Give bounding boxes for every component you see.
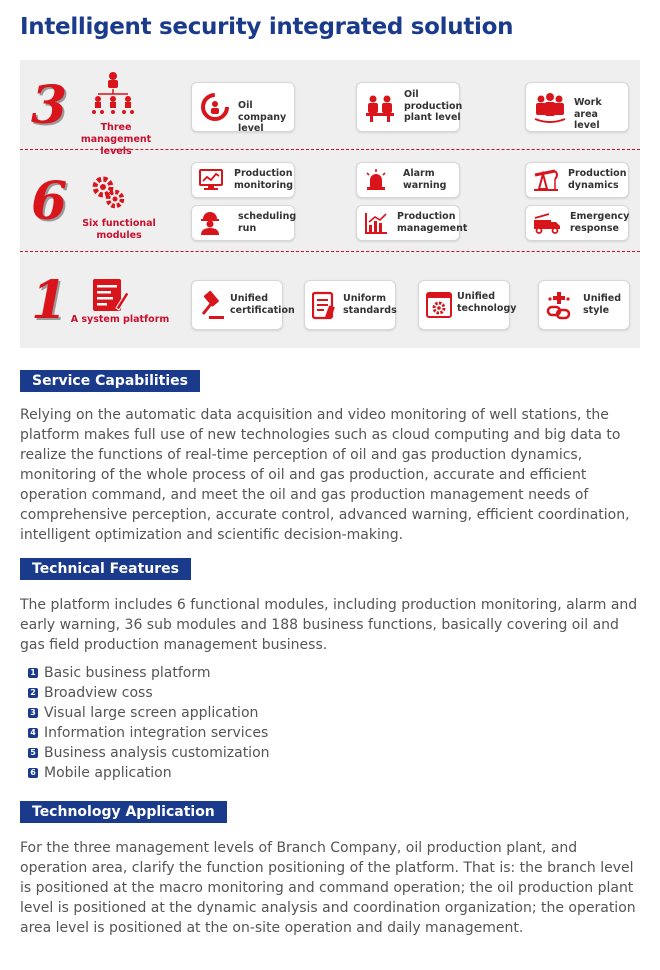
technology-application-text: For the three management levels of Branch Company, oil production plant, and operation area, clarify the function positioning of the platform. That is: the branch level is positioned at the macro monitoring and command operation; the oil production plant level is positioned at the dynamic analysis and coordination organization; the operation area level is positioned at the on-site operation and daily management. [20,840,636,936]
card-work-area-level: Work area level [525,82,629,132]
list-item: 4 Information integration services [28,723,270,743]
settings-window-icon [426,291,452,319]
group-icon [533,91,567,123]
card-production-monitoring: Production monitoring [191,162,295,198]
modules-number: 6 [31,171,68,232]
number-badge: 1 [28,668,38,678]
technical-features-text: The platform includes 6 functional modules, including production monitoring, alarm and early warning, 36 sub modules and 188 business functions, basically covering oil and gas field production management business. [20,597,638,653]
system-platform-row [20,253,640,348]
card-unified-technology: Unified technology [418,280,510,330]
card-production-dynamics: Production dynamics [525,162,629,198]
org-chart-icon [90,70,136,118]
cycle-icon [199,91,231,123]
platform-number: 1 [31,270,68,331]
gears-icon [90,174,126,210]
card-oil-company-level: Oil company level [191,82,295,132]
number-badge: 5 [28,748,38,758]
platform-label: A system platform [70,314,170,325]
number-badge: 4 [28,728,38,738]
list-item: 3 Visual large screen application [28,703,270,723]
management-levels-row [20,60,640,157]
list-item: 5 Business analysis customization [28,743,270,763]
document-list-icon [312,290,336,320]
levels-number: 3 [31,75,68,136]
technology-application-heading: Technology Application [20,801,227,823]
card-unified-certification: Unified certification [191,280,283,330]
features-list [28,663,270,783]
number-badge: 6 [28,768,38,778]
fire-truck-icon [533,212,561,234]
gavel-icon [199,290,225,320]
card-alarm-warning: Alarm warning [356,162,460,198]
pump-jack-icon [533,169,559,191]
list-item: 6 Mobile application [28,763,270,783]
monitor-chart-icon [199,169,223,191]
levels-label: Three management levels [80,122,152,157]
page-title: Intelligent security integrated solution [20,14,514,40]
card-uniform-standards: Uniform standards [304,280,396,330]
list-item: 2 Broadview coss [28,683,270,703]
card-oil-production-plant-level: Oil production plant level [356,82,460,132]
worker-icon [199,211,221,235]
separator [20,251,640,252]
list-item: 1 Basic business platform [28,663,270,683]
functional-modules-row [20,150,640,250]
link-plus-icon [546,290,572,320]
technical-features-heading: Technical Features [20,558,191,580]
service-capabilities-text: Relying on the automatic data acquisition and video monitoring of well stations, the platform makes full use of new technologies such as cloud computing and big data to realize the functions of real-time perception of oil and gas production dynamics, monitoring of the whole process of oil and gas production, accurate and efficient operation command, and meet the oil and gas production management needs of comprehensive perception, accurate control, advanced warning, efficient coordination, intelligent optimization and scientific decision-making. [20,407,630,543]
service-capabilities-heading: Service Capabilities [20,370,200,392]
platform-document-icon [92,278,130,312]
card-production-management: Production management [356,205,460,241]
number-badge: 2 [28,688,38,698]
modules-label: Six functional modules [82,218,156,241]
card-scheduling-run: scheduling run [191,205,295,241]
alarm-light-icon [364,169,388,191]
team-meeting-icon [364,91,396,123]
solution-diagram [20,60,640,348]
card-emergency-response: Emergency response [525,205,629,241]
bar-chart-icon [364,212,388,234]
number-badge: 3 [28,708,38,718]
card-unified-style: Unified style [538,280,630,330]
